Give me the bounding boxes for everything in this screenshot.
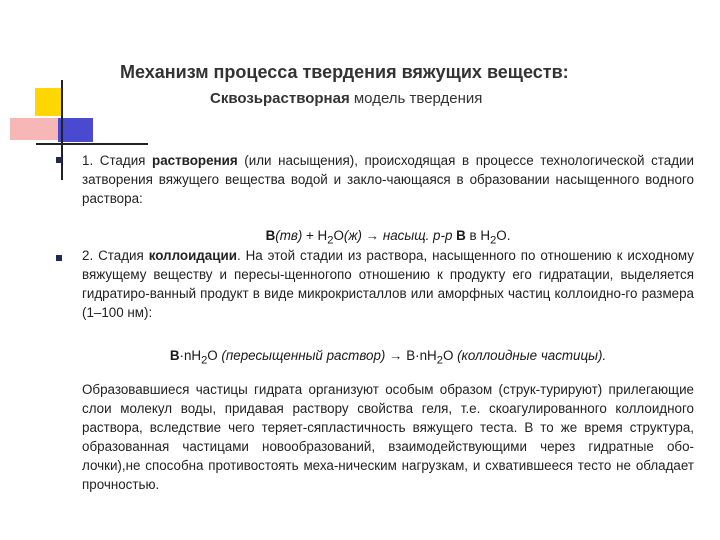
- bullet-1: [56, 157, 62, 163]
- eq2-t6: (коллоидные частицы).: [453, 348, 607, 363]
- conclusion-paragraph: Образовавшиеся частицы гидрата организуют особым образом (струк-турируют) прилегающие слои молекул воды, придавая раствору свойства геля, т.е. скоагулированного коллоидного раствора, вследствие чего теряет-сяпластичность вяжущего теста. В то же время структура, образованная частицами новообразований, взаимодействующими через гидратные обо-лочки),не способна противостоять меха-ническим нагрузкам, и схватившееся тесто не обладает прочностью.: [82, 382, 694, 492]
- eq1-t1: (тв): [275, 228, 303, 243]
- stage-1-rest: (или насыщения), происходящая в процессе технологической стадии затворения вяжущего вещества водой и закло-чающаяся в образовании насыщенного водного раствора:: [82, 153, 694, 206]
- stage-1-start: 1. Стадия: [82, 153, 153, 168]
- eq1-b1: В: [265, 228, 276, 243]
- eq2-sub1: 2: [201, 354, 208, 367]
- stage-1-paragraph: [82, 151, 694, 208]
- eq1-t6: насыщ. р-р: [382, 228, 453, 243]
- eq2-t2: О: [207, 348, 218, 363]
- equation-2: [82, 346, 694, 371]
- decor-horizontal-line: [36, 143, 148, 145]
- eq1-t8: в Н: [465, 228, 491, 243]
- slide-title: Механизм процесса твердения вяжущих веществ:: [120, 62, 569, 82]
- eq1-t3: О: [333, 228, 344, 243]
- eq2-t1: ·nН: [179, 348, 202, 363]
- subtitle-rest: модель твердения: [349, 90, 483, 107]
- eq2-t5: О: [442, 348, 454, 363]
- bullet-2: [56, 255, 62, 261]
- slide-subtitle: [210, 90, 670, 107]
- eq1-t4: (ж): [343, 228, 363, 243]
- eq2-sub2: 2: [436, 354, 443, 367]
- eq1-t5: →: [362, 228, 383, 243]
- decor-blue-square: [58, 118, 93, 142]
- eq2-t3: (пересыщенный раствор): [217, 348, 386, 363]
- eq1-t9: О.: [496, 228, 511, 243]
- eq1-sub1: 2: [327, 234, 334, 247]
- subtitle-bold: Сквозьрастворная: [210, 90, 350, 107]
- decor-yellow-square: [35, 88, 63, 116]
- stage-2-paragraph: [82, 246, 694, 322]
- stage-1-bold: растворения: [152, 153, 238, 168]
- eq2-t4: → В·nН: [385, 348, 437, 363]
- stage-2-rest: . На этой стадии из раствора, насыщенного по отношению к исходному вяжущему веществу и пересы-щенногопо отношению к продукту его гидратации, выделяется гидратиро-ванный продукт в виде микрокристаллов или аморфных частиц коллоидно-го размера (1–100 нм):: [82, 248, 694, 320]
- stage-2-bold: коллоидации: [148, 248, 237, 263]
- eq1-t2: + Н: [302, 228, 328, 243]
- eq1-sub2: 2: [490, 234, 497, 247]
- stage-2-start: 2. Стадия: [82, 248, 149, 263]
- decor-vertical-line: [61, 80, 63, 180]
- decor-pink-rectangle: [10, 118, 58, 140]
- eq2-b1: В: [169, 348, 180, 363]
- eq1-b2: В: [456, 228, 466, 243]
